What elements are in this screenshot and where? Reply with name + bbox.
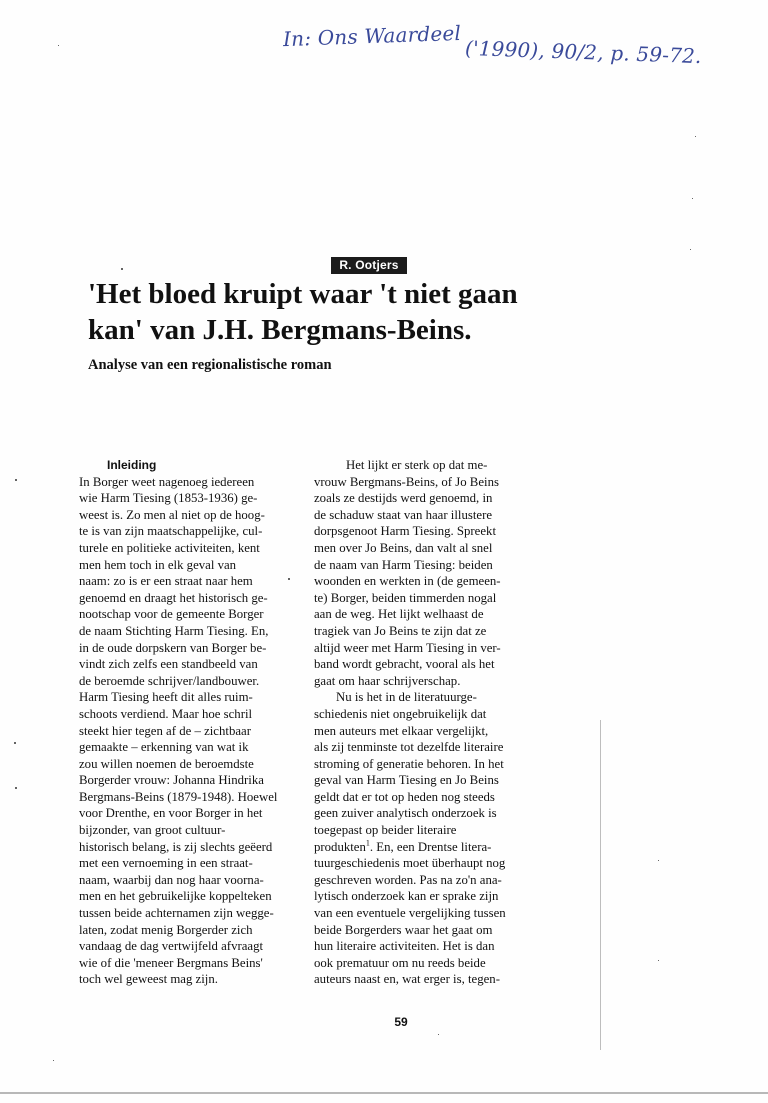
right-line: altijd weer met Harm Tiesing in ver- [314, 640, 501, 655]
left-line: steekt hier tegen af de – zichtbaar [79, 723, 251, 738]
right-line: zoals ze destijds werd genoemd, in [314, 491, 493, 506]
scan-speck [658, 960, 659, 961]
left-line: bijzonder, van groot cultuur- [79, 823, 226, 838]
left-line: turele en politieke activiteiten, kent [79, 540, 260, 555]
right-line: aan de weg. Het lijkt welhaast de [314, 607, 484, 622]
footnote-line-tail: . En, een Drentse litera- [369, 839, 492, 854]
right-line: te) Borger, beiden timmerden nogal [314, 590, 497, 605]
right-line: toegepast op beider literaire [314, 823, 457, 838]
right-line: de naam van Harm Tiesing: beiden [314, 557, 493, 572]
right-line: dorpsgenoot Harm Tiesing. Spreekt [314, 524, 496, 539]
left-line: wie of die 'meneer Bergmans Beins' [79, 955, 263, 970]
footnote-marker: 1 [365, 838, 370, 848]
right-line: auteurs naast en, wat erger is, tegen- [314, 972, 500, 987]
right-line: Nu is het in de literatuurge- [336, 690, 477, 705]
right-line: woonden en werkten in (de gemeen- [314, 574, 501, 589]
left-line: wie Harm Tiesing (1853-1936) ge- [79, 491, 258, 506]
right-line: hun literaire activiteiten. Het is dan [314, 939, 495, 954]
right-line: gaat om haar schrijverschap. [314, 673, 461, 688]
scan-speck [695, 136, 696, 137]
left-line: voor Drenthe, en voor Borger in het [79, 806, 263, 821]
right-line: tragiek van Jo Beins te zijn dat ze [314, 623, 487, 638]
right-line: band wordt gebracht, vooral als het [314, 657, 495, 672]
left-line: laten, zodat menig Borgerder zich [79, 922, 253, 937]
right-line: geen zuiver analytisch onderzoek is [314, 806, 497, 821]
section-heading: Inleiding [107, 458, 157, 472]
right-line: als zij tenminste tot dezelfde literaire [314, 740, 504, 755]
left-line: vandaag de dag vertwijfeld afvraagt [79, 939, 264, 954]
right-line: de schaduw staat van haar illustere [314, 507, 493, 522]
left-line: Bergmans-Beins (1879-1948). Hoewel [79, 789, 278, 804]
left-line: naam, waarbij dan nog haar voorna- [79, 872, 264, 887]
scan-speck [58, 45, 59, 46]
right-line: van een eventuele vergelijking tussen [314, 906, 506, 921]
scan-speck [15, 787, 17, 789]
left-line: in de oude dorpskern van Borger be- [79, 640, 267, 655]
scan-speck [15, 479, 17, 481]
left-line: Borgerder vrouw: Johanna Hindrika [79, 773, 264, 788]
left-line: gemaakte – erkenning van wat ik [79, 740, 249, 755]
handwritten-citation-note [283, 22, 723, 70]
right-line: geschreven worden. Pas na zo'n ana- [314, 872, 502, 887]
scan-speck [288, 578, 290, 580]
right-line: tuurgeschiedenis moet überhaupt nog [314, 856, 506, 871]
left-line: men hem toch in elk geval van [79, 557, 237, 572]
scan-edge-line [600, 720, 601, 1050]
right-line: Het lijkt er sterk op dat me- [346, 458, 488, 472]
title-line-1: 'Het bloed kruipt waar 't niet gaan [88, 278, 518, 310]
scan-speck [658, 860, 659, 861]
left-line: de beroemde schrijver/landbouwer. [79, 673, 260, 688]
scan-speck [692, 198, 693, 199]
title-line-2: kan' van J.H. Bergmans-Beins. [88, 314, 472, 346]
page-number: 59 [394, 1015, 408, 1029]
right-line: geldt dat er tot op heden nog steeds [314, 789, 495, 804]
right-line: men auteurs met elkaar vergelijkt, [314, 723, 489, 738]
left-line: naam: zo is er een straat naar hem [79, 574, 253, 589]
right-line: men over Jo Beins, dan valt al snel [314, 540, 493, 555]
right-line: vrouw Bergmans-Beins, of Jo Beins [314, 474, 499, 489]
scan-speck [438, 1034, 439, 1035]
scan-bottom-edge [0, 1092, 768, 1094]
left-line: schoots verdiend. Maar hoe schril [79, 706, 253, 721]
left-text-column [79, 457, 311, 988]
left-line: vindt zich zelfs een standbeeld van [79, 657, 258, 672]
left-line: de naam Stichting Harm Tiesing. En, [79, 623, 269, 638]
left-line: men en het gebruikelijke koppelteken [79, 889, 272, 904]
right-line: beide Borgerders waar het gaat om [314, 922, 493, 937]
right-line: stroming of generatie behoren. In het [314, 756, 504, 771]
right-line: ook prematuur om nu reeds beide [314, 955, 486, 970]
left-line: historisch belang, is zij slechts geëerd [79, 839, 273, 854]
left-line: In Borger weet nagenoeg iedereen [79, 474, 255, 489]
left-line: weest is. Zo men al niet op de hoog- [79, 507, 265, 522]
scan-speck [53, 1060, 54, 1061]
right-line: geval van Harm Tiesing en Jo Beins [314, 773, 499, 788]
footnote-anchor-text: produkten [314, 839, 366, 854]
left-line: toch wel geweest mag zijn. [79, 972, 218, 987]
left-line: met een vernoeming in een straat- [79, 856, 253, 871]
scan-speck [690, 249, 691, 250]
left-line: tussen beide achternamen zijn wegge- [79, 906, 274, 921]
scan-speck [121, 268, 123, 270]
handwritten-source-details: ('1990), 90/2, p. 59-72. [464, 35, 703, 69]
handwritten-source-name: In: Ons Waardeel [282, 20, 462, 52]
article-title [88, 276, 528, 348]
right-line: lytisch onderzoek kan er sprake zijn [314, 889, 499, 904]
scan-speck [14, 742, 16, 744]
right-text-column [314, 457, 546, 988]
left-line: nootschap voor de gemeente Borger [79, 607, 264, 622]
left-line: genoemd en draagt het historisch ge- [79, 590, 268, 605]
right-line: schiedenis niet ongebruikelijk dat [314, 706, 487, 721]
left-line: te is van zijn maatschappelijke, cul- [79, 524, 263, 539]
right-line-with-footnote [314, 839, 546, 856]
author-badge: R. Ootjers [331, 257, 407, 274]
left-line: zou willen noemen de beroemdste [79, 756, 254, 771]
article-subtitle: Analyse van een regionalistische roman [88, 357, 332, 373]
left-line: Harm Tiesing heeft dit alles ruim- [79, 690, 253, 705]
